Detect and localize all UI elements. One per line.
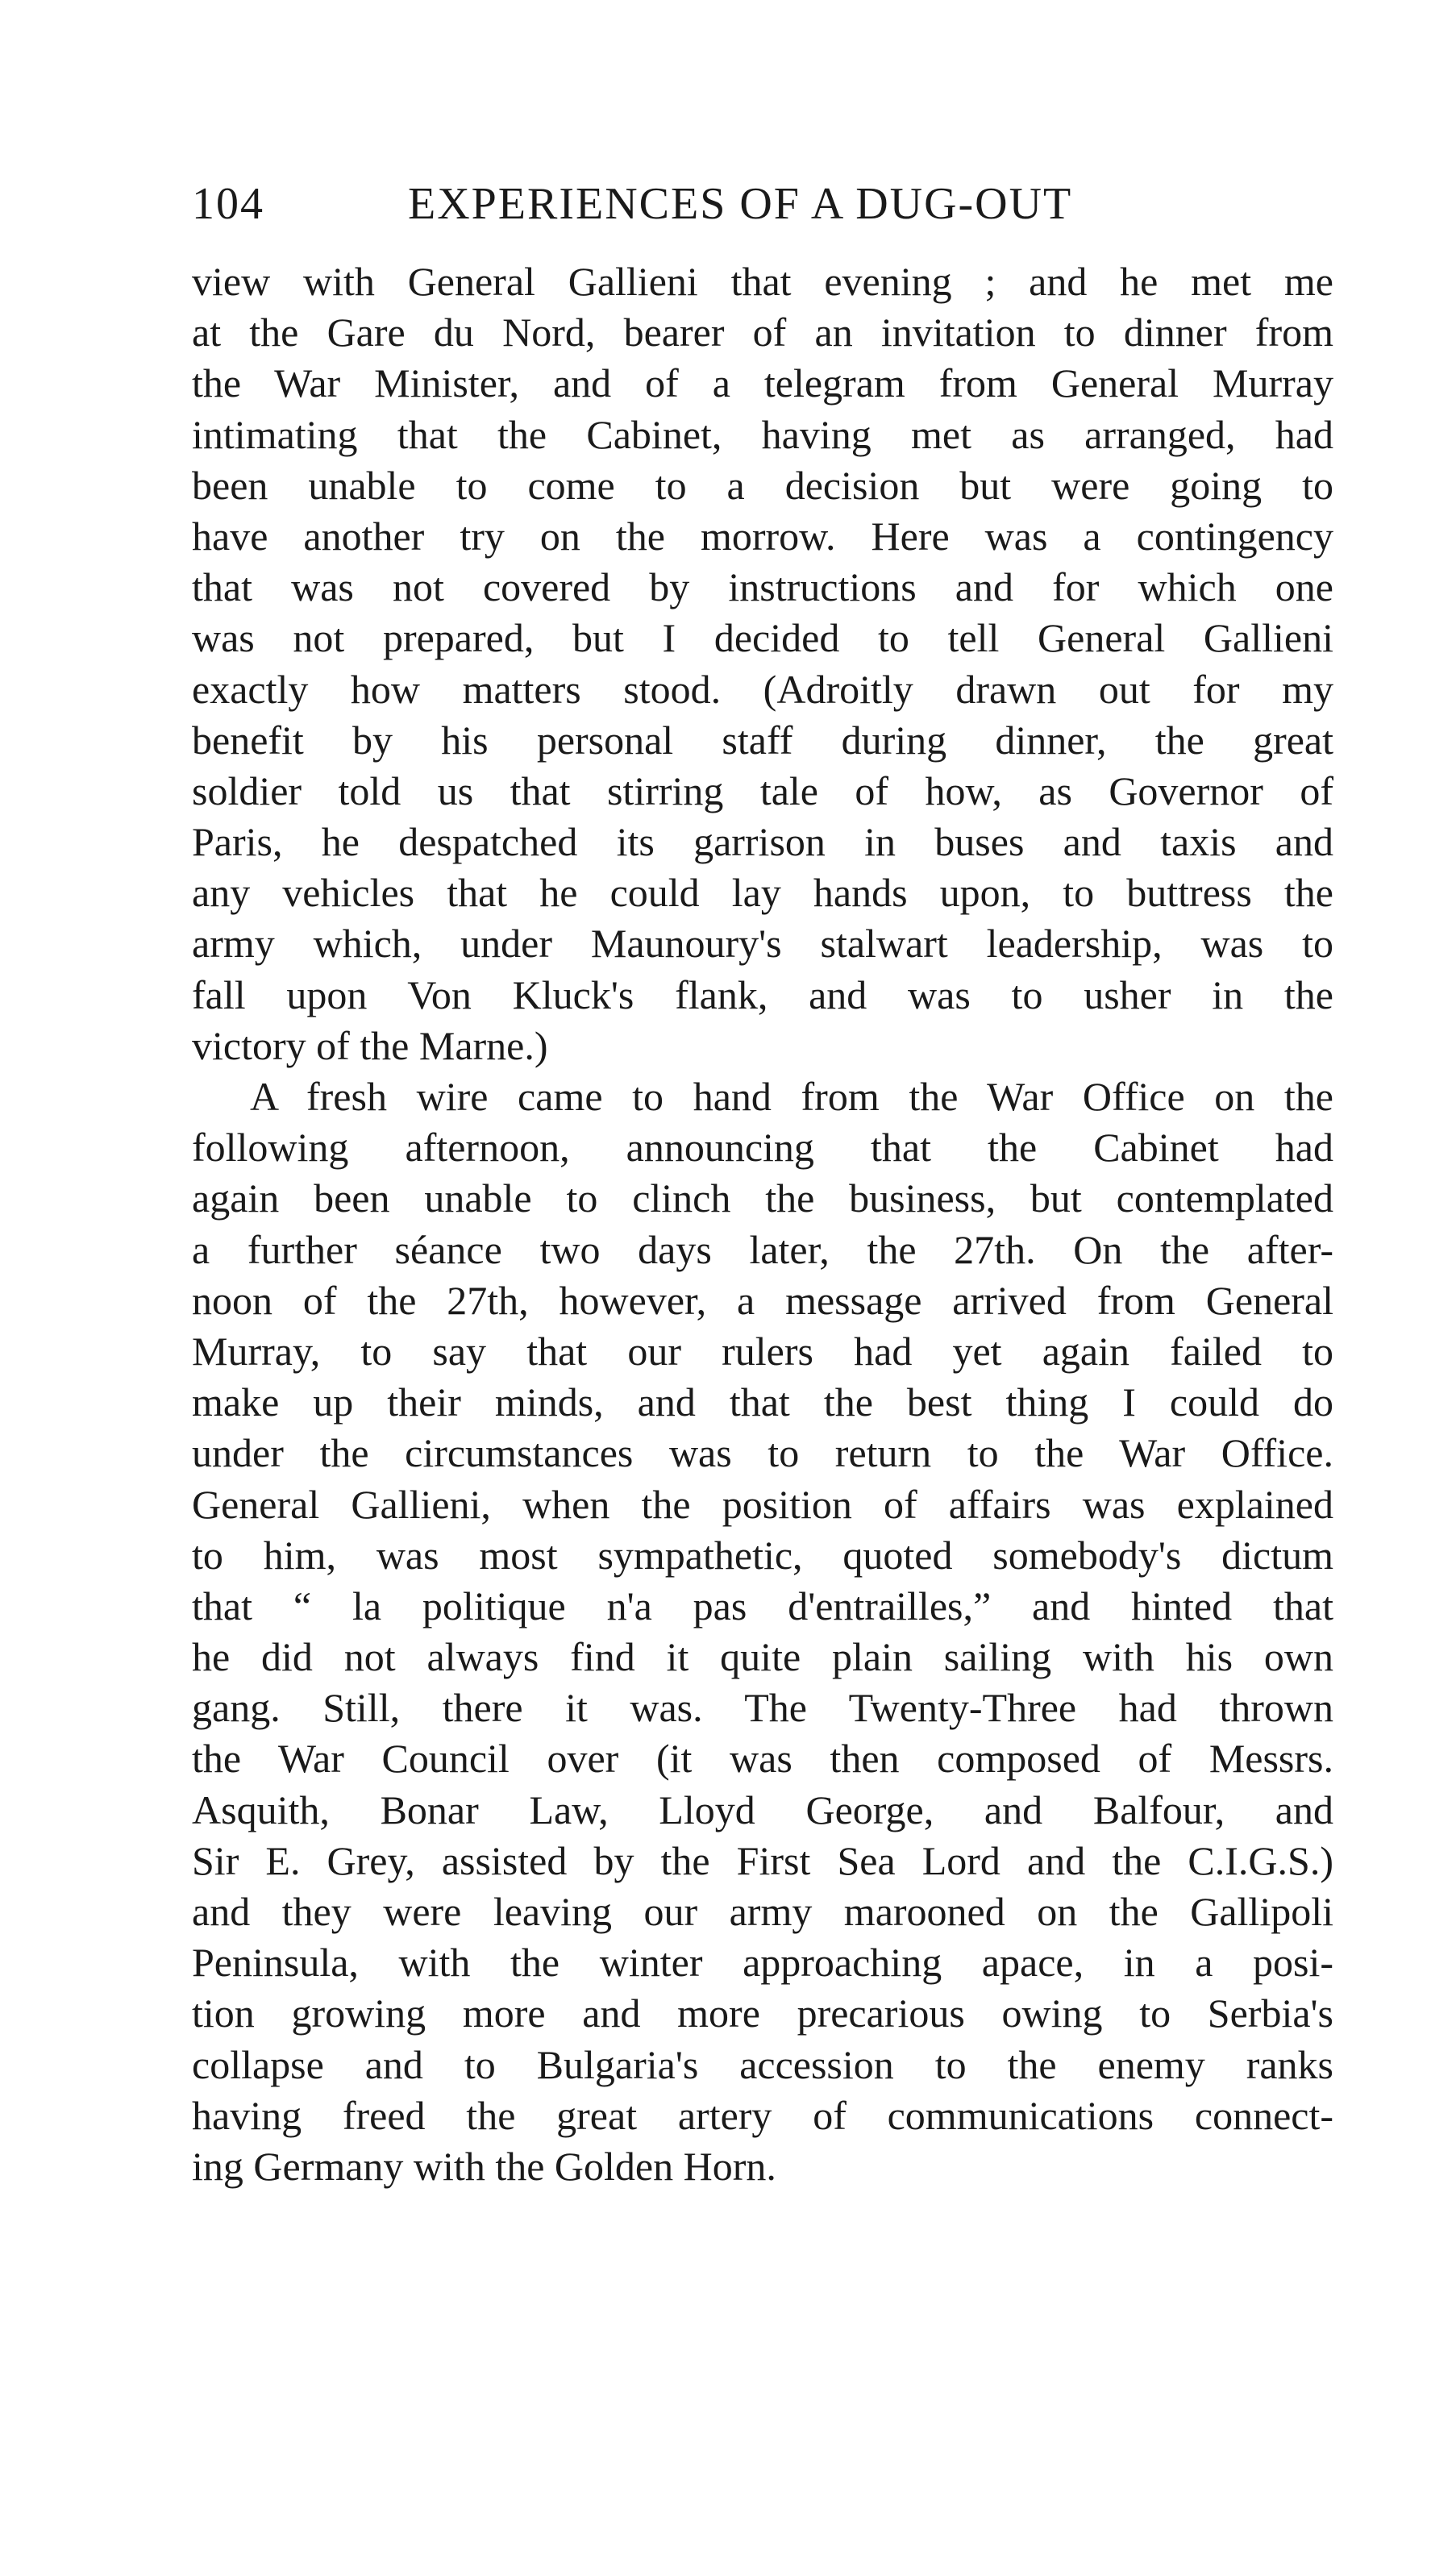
text-line: he did not always find it quite plain sailing with his own xyxy=(192,1634,1333,1680)
text-line: noon of the 27th, however, a message arrived from General xyxy=(192,1277,1333,1323)
text-line: that “ la politique n'a pas d'entrailles,” and hinted that xyxy=(192,1583,1333,1628)
text-line: gang. Still, there it was. The Twenty-Three had thrown xyxy=(192,1685,1333,1731)
text-line: the War Minister, and of a telegram from General Murray xyxy=(192,360,1333,406)
body-text xyxy=(192,256,1333,2192)
text-line: a further séance two days later, the 27th. On the after- xyxy=(192,1226,1333,1272)
text-line: soldier told us that stirring tale of how, as Governor of xyxy=(192,767,1333,813)
paragraph-end-line: ing Germany with the Golden Horn. xyxy=(192,2143,776,2189)
text-line: fall upon Von Kluck's flank, and was to usher in the xyxy=(192,971,1333,1017)
text-line: again been unable to clinch the business, but contemplated xyxy=(192,1175,1333,1221)
text-line: General Gallieni, when the position of affairs was explained xyxy=(192,1481,1333,1527)
text-line: following afternoon, announcing that the Cabinet had xyxy=(192,1125,1333,1171)
text-line: intimating that the Cabinet, having met as arranged, had xyxy=(192,411,1333,457)
text-line: benefit by his personal staff during dinner, the great xyxy=(192,717,1333,763)
text-line: collapse and to Bulgaria's accession to the enemy ranks xyxy=(192,2041,1333,2087)
paragraph-end-line: victory of the Marne.) xyxy=(192,1022,548,1068)
text-line: the War Council over (it was then composed of Messrs. xyxy=(192,1736,1333,1782)
text-line: Paris, he despatched its garrison in buses and taxis and xyxy=(192,819,1333,865)
text-line: any vehicles that he could lay hands upon, to buttress the xyxy=(192,870,1333,916)
text-line: that was not covered by instructions and for which one xyxy=(192,564,1333,610)
text-line: army which, under Maunoury's stalwart leadership, was to xyxy=(192,921,1333,967)
text-line: view with General Gallieni that evening ; and he met me xyxy=(192,259,1333,304)
text-line: tion growing more and more precarious owing to Serbia's xyxy=(192,1990,1333,2036)
running-head xyxy=(192,176,1143,232)
text-line: Murray, to say that our rulers had yet again failed to xyxy=(192,1328,1333,1374)
text-line: exactly how matters stood. (Adroitly drawn out for my xyxy=(192,666,1333,712)
text-line: to him, was most sympathetic, quoted somebody's dictum xyxy=(192,1532,1333,1578)
page-number: 104 xyxy=(192,179,264,229)
text-line: having freed the great artery of communications connect- xyxy=(192,2092,1333,2138)
running-title: EXPERIENCES OF A DUG-OUT xyxy=(408,179,1073,229)
text-line: make up their minds, and that the best thing I could do xyxy=(192,1379,1333,1425)
text-line: under the circumstances was to return to the War Office. xyxy=(192,1430,1333,1476)
text-line: have another try on the morrow. Here was a contingency xyxy=(192,513,1333,559)
text-line: at the Gare du Nord, bearer of an invitation to dinner from xyxy=(192,310,1333,356)
text-line: Sir E. Grey, assisted by the First Sea Lord and the C.I.G.S.) xyxy=(192,1837,1333,1883)
text-line: was not prepared, but I decided to tell General Gallieni xyxy=(192,615,1333,661)
text-line: and they were leaving our army marooned on the Gallipoli xyxy=(192,1889,1333,1934)
text-line: been unable to come to a decision but were going to xyxy=(192,462,1333,508)
paragraph-first-line: A fresh wire came to hand from the War Office on the xyxy=(250,1074,1333,1119)
text-line: Asquith, Bonar Law, Lloyd George, and Balfour, and xyxy=(192,1787,1333,1832)
text-line: Peninsula, with the winter approaching apace, in a posi- xyxy=(192,1940,1333,1986)
